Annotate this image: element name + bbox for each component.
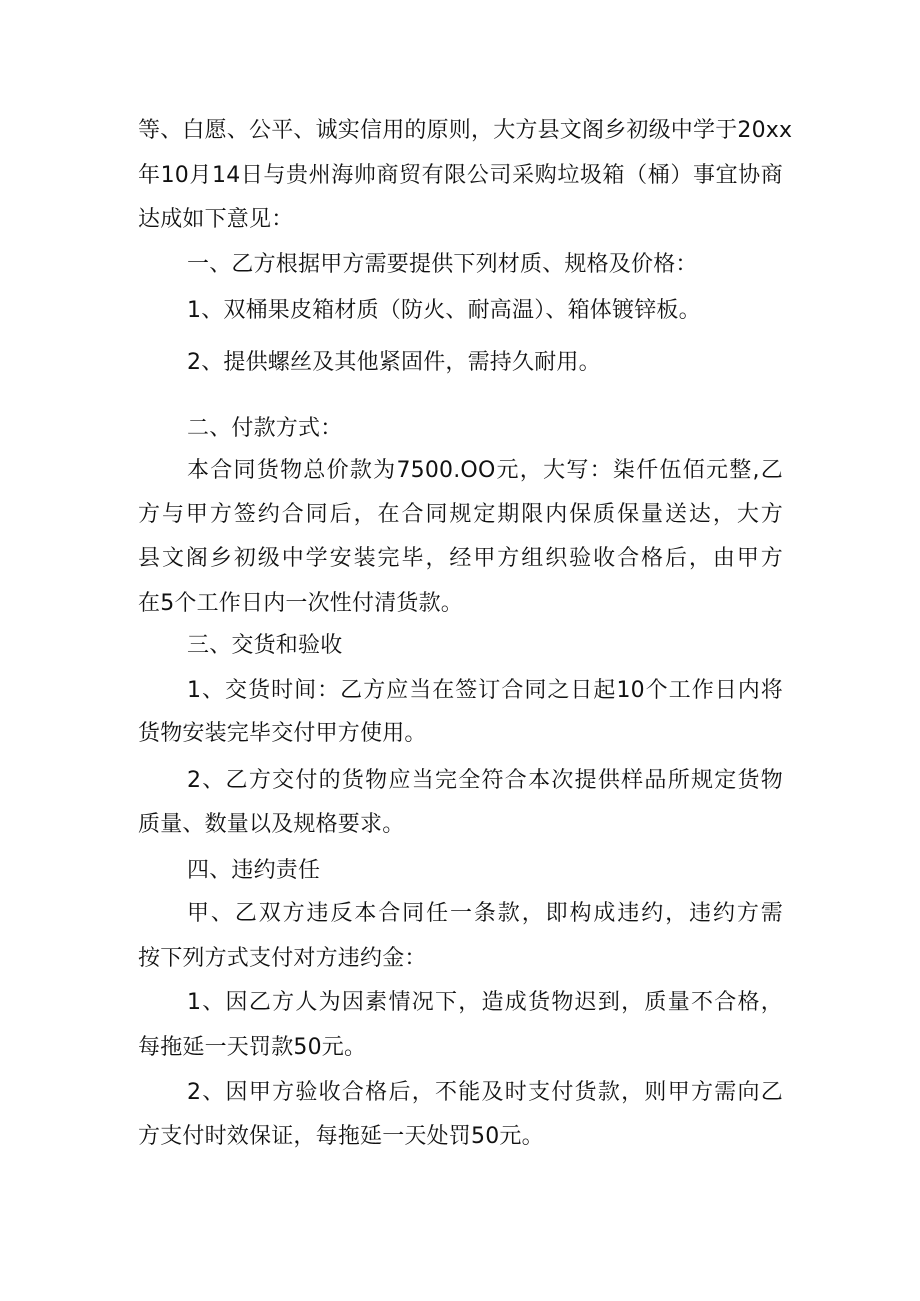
list-item: 1、因乙方人为因素情况下，造成货物迟到，质量不合格， <box>187 990 783 1015</box>
paragraph-line: 县文阁乡初级中学安装完毕，经甲方组织验收合格后，由甲方 <box>138 546 783 571</box>
list-item: 2、乙方交付的货物应当完全符合本次提供样品所规定货物 <box>187 768 783 793</box>
paragraph-line: 等、白愿、公平、诚实信用的原则，大方县文阁乡初级中学于20xx <box>138 118 793 143</box>
paragraph-line: 甲、乙双方违反本合同任一条款，即构成违约，违约方需 <box>187 901 783 926</box>
list-item: 2、提供螺丝及其他紧固件，需持久耐用。 <box>187 350 601 375</box>
paragraph-line: 每拖延一天罚款50元。 <box>138 1035 367 1060</box>
paragraph-line: 方支付时效保证，每拖延一天处罚50元。 <box>138 1124 544 1149</box>
list-item: 1、双桶果皮箱材质（防火、耐高温）、箱体镀锌板。 <box>187 298 701 323</box>
paragraph-line: 在5个工作日内一次性付清货款。 <box>138 591 463 616</box>
section-heading: 三、交货和验收 <box>187 633 343 658</box>
list-item: 2、因甲方验收合格后，不能及时支付货款，则甲方需向乙 <box>187 1080 783 1105</box>
paragraph-line: 货物安装完毕交付甲方使用。 <box>138 721 427 746</box>
paragraph-line: 达成如下意见： <box>138 207 294 232</box>
section-heading: 二、付款方式： <box>187 416 343 441</box>
paragraph-line: 年10月14日与贵州海帅商贸有限公司采购垃圾箱（桶）事宜协商 <box>138 163 783 188</box>
paragraph-line: 按下列方式支付对方违约金： <box>138 946 427 971</box>
list-item: 1、交货时间：乙方应当在签订合同之日起10个工作日内将 <box>187 678 783 703</box>
paragraph-line: 方与甲方签约合同后，在合同规定期限内保质保量送达，大方 <box>138 502 783 527</box>
section-heading: 一、乙方根据甲方需要提供下列材质、规格及价格： <box>187 252 698 277</box>
paragraph-line: 本合同货物总价款为7500.OO元，大写：柒仟伍佰元整,乙 <box>187 458 783 483</box>
section-heading: 四、违约责任 <box>187 858 321 883</box>
paragraph-line: 质量、数量以及规格要求。 <box>138 812 405 837</box>
